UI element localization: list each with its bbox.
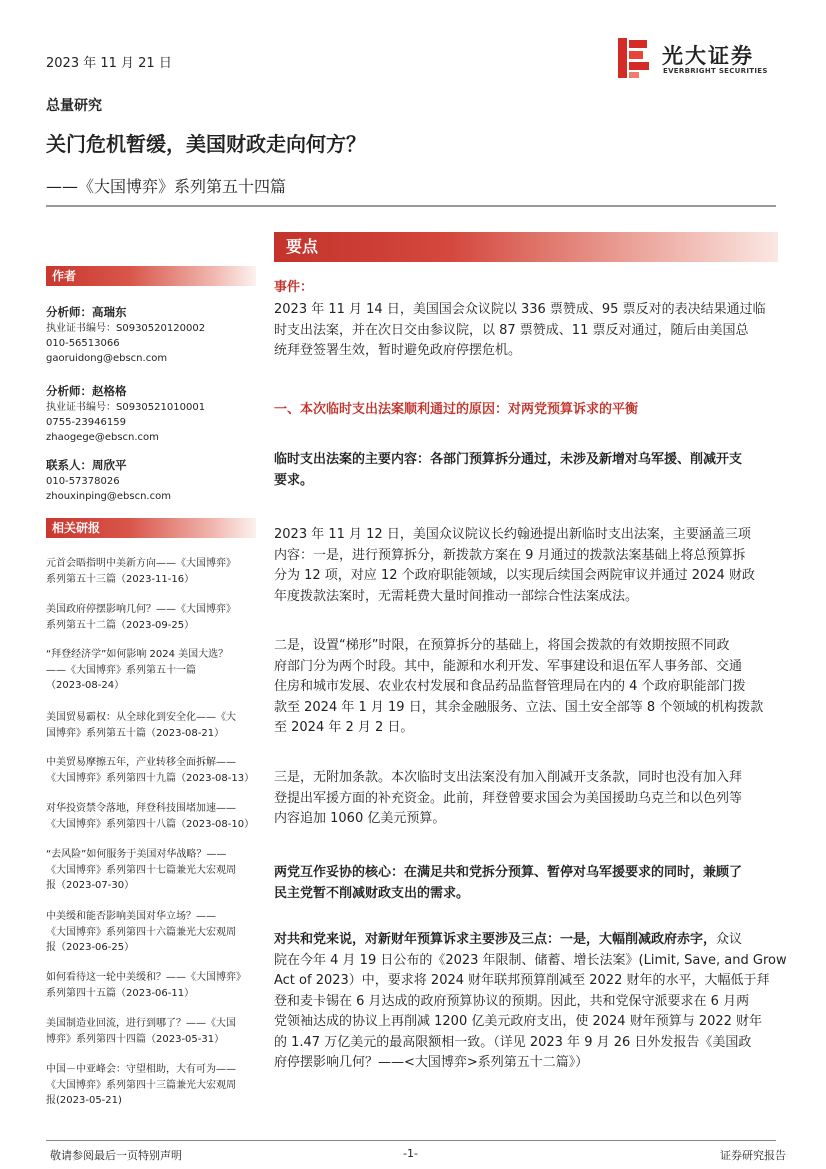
related-report-item[interactable]	[46, 970, 258, 1001]
logo-text-cn: 光大证券	[662, 44, 754, 68]
footer-disclaimer[interactable]: 敬请参阅最后一页特别声明	[50, 1149, 182, 1162]
text-line: 府部门分为两个时段。其中，能源和水利开发、军事建设和退伍军人事务部、交通	[274, 658, 743, 674]
related-report-line: 《大国博弈》系列第四十六篇兼光大宏观周	[46, 926, 236, 938]
related-report-line: 美国制造业回流，进行到哪了？——《大国	[46, 1018, 236, 1029]
text-line: 统拜登签署生效，暂时避免政府停摆危机。	[274, 343, 522, 358]
related-report-line: 元首会晤指明中美新方向——《大国博弈》	[46, 558, 236, 569]
logo-text-en: EVERBRIGHT SECURITIES	[663, 67, 768, 75]
keypoints-heading: 要点	[274, 232, 778, 262]
related-report-line: 国博弈》系列第五十篇（2023-08-21）	[46, 727, 225, 739]
contact-name: 联系人：周欣平	[46, 458, 127, 472]
related-report-line: 《大国博弈》系列第四十三篇兼光大宏观周	[46, 1079, 236, 1091]
related-report-item[interactable]	[46, 556, 258, 587]
analyst-block	[46, 384, 205, 445]
text-line: 两党互作妥协的核心：在满足共和党拆分预算、暂停对乌军援要求的同时，兼顾了	[274, 865, 743, 880]
related-report-line: ——《大国博弈》系列第五十一篇	[46, 664, 196, 676]
contact-email[interactable]: zhouxinping@ebscn.com	[46, 491, 171, 502]
analyst-email[interactable]: gaoruidong@ebscn.com	[46, 353, 168, 364]
related-report-item[interactable]	[46, 847, 258, 894]
text-line: 款至 2024 年 1 月 19 日，其余金融服务、立法、国土安全部等 8 个领域的机构拨款	[274, 699, 764, 715]
paragraph-item-3	[274, 768, 779, 830]
related-report-line: （2023-08-24）	[46, 680, 125, 691]
related-report-line: 《大国博弈》系列第四十九篇（2023-08-13）	[46, 772, 255, 784]
text-line: 临时支出法案的主要内容：各部门预算拆分通过，未涉及新增对乌军援、削减开支	[274, 452, 743, 467]
text-line: 二是，设置“梯形”时限，在预算拆分的基础上，将国会拨款的有效期按照不同政	[274, 638, 730, 653]
analyst-name: 分析师：高瑞东	[46, 305, 127, 319]
report-title: 关门危机暂缓，美国财政走向何方？	[46, 132, 366, 156]
analyst-phone: 010-56513066	[46, 338, 120, 349]
bold-lead: 对共和党来说，对新财年预算诉求主要涉及三点：一是，大幅削减政府赤字，	[274, 932, 717, 947]
page-number: -1-	[403, 1147, 418, 1160]
related-report-line: 中国－中亚峰会：守望相助，大有可为——	[46, 1064, 236, 1075]
footer-divider	[46, 1140, 776, 1141]
related-report-item[interactable]	[46, 755, 258, 786]
related-report-line: 报(2023-05-21)	[46, 1095, 122, 1106]
related-report-line: 系列第五十二篇（2023-09-25）	[46, 619, 195, 631]
related-report-line: 如何看待这一轮中美缓和？——《大国博弈》	[46, 972, 246, 983]
related-report-line: 报（2023-07-30）	[46, 880, 135, 891]
report-date: 2023 年 11 月 21 日	[46, 56, 172, 71]
text-line: 至 2024 年 2 月 2 日。	[274, 720, 414, 735]
text-line: 内容：一是，进行预算拆分，新拨款方案在 9 月通过的拨款法案基础上将总预算拆	[274, 547, 746, 563]
analyst-cert: 执业证书编号：S0930520120002	[46, 323, 206, 334]
analyst-email[interactable]: zhaogege@ebscn.com	[46, 432, 159, 443]
analyst-cert: 执业证书编号：S0930521010001	[46, 402, 206, 413]
related-report-item[interactable]	[46, 1062, 258, 1109]
company-logo	[618, 38, 778, 82]
related-report-line: 系列第四十五篇（2023-06-11）	[46, 987, 195, 999]
text-line: 2023 年 11 月 12 日，美国众议院议长约翰逊提出新临时支出法案，主要涵盖三项	[274, 527, 751, 542]
analyst-block	[46, 305, 205, 366]
related-report-line: 对华投资禁令落地，拜登科技围堵加速——	[46, 803, 236, 814]
text-line: 分为 12 项，对应 12 个政府职能领域，以实现后续国会两院审议并通过 2024 财政	[274, 568, 755, 583]
related-report-line: 系列第五十三篇（2023-11-16）	[46, 573, 195, 585]
related-report-line: 中美缓和能否影响美国对华立场？——	[46, 911, 216, 922]
related-report-line: 博弈》系列第四十四篇（2023-05-31）	[46, 1033, 225, 1045]
everbright-logo-icon	[618, 38, 652, 78]
lead-tail: 众议	[716, 932, 743, 947]
text-line: 府停摆影响几何？——<大国博弈>系列第五十二篇》）	[274, 1055, 589, 1070]
report-category: 总量研究	[46, 98, 102, 114]
report-subtitle: ——《大国博弈》系列第五十四篇	[46, 177, 287, 196]
related-report-line: 《大国博弈》系列第四十八篇（2023-08-10）	[46, 818, 255, 830]
text-line: 内容追加 1060 亿美元预算。	[274, 811, 446, 826]
text-line: 民主党暂不削减财政支出的需求。	[274, 885, 470, 901]
authors-heading: 作者	[46, 266, 256, 286]
section-1-heading: 一、本次临时支出法案顺利通过的原因：对两党预算诉求的平衡	[274, 402, 639, 417]
paragraph-item-2	[274, 636, 779, 739]
text-line: 三是，无附加条款。本次临时支出法案没有加入削减开支条款，同时也没有加入拜	[274, 770, 743, 785]
related-report-line: 报（2023-06-25）	[46, 942, 135, 953]
related-report-item[interactable]	[46, 909, 258, 956]
related-report-item[interactable]	[46, 710, 258, 741]
related-report-line: 美国政府停摆影响几何？——《大国博弈》	[46, 604, 236, 615]
text-line: 住房和城市发展、农业农村发展和食品药品监督管理局在内的 4 个政府职能部门拨	[274, 679, 746, 694]
footer-report-type: 证券研究报告	[720, 1149, 786, 1162]
related-report-line: 美国贸易霸权：从全球化到安全化——《大	[46, 712, 236, 723]
text-line: 党领袖达成的协议上再削减 1200 亿美元政府支出，使 2024 财年预算与 2022 财年	[274, 1014, 763, 1029]
text-line: 时支出法案，并在次日交由参议院，以 87 票赞成、11 票反对通过，随后由美国总	[274, 322, 749, 338]
key-finding-1	[274, 450, 779, 491]
text-line	[274, 930, 779, 951]
text-line: 要求。	[274, 472, 314, 488]
analyst-name: 分析师：赵格格	[46, 384, 127, 398]
related-report-line: 《大国博弈》系列第四十七篇兼光大宏观周	[46, 864, 236, 876]
header-divider	[46, 205, 776, 207]
contact-phone: 010-57378026	[46, 476, 120, 487]
related-report-item[interactable]	[46, 647, 258, 694]
text-line: 登和麦卡锡在 6 月达成的政府预算协议的预期。因此，共和党保守派要求在 6 月两	[274, 993, 750, 1009]
related-reports-heading: 相关研报	[46, 518, 256, 538]
paragraph-republican-demands	[274, 930, 787, 1074]
key-finding-2	[274, 863, 779, 904]
text-line: 2023 年 11 月 14 日，美国国会众议院以 336 票赞成、95 票反对的表决结果通过临	[274, 302, 766, 317]
text-line: 的 1.47 万亿美元的最高限额相一致。（详见 2023 年 9 月 26 日外发报告《美国政	[274, 1034, 752, 1050]
related-report-item[interactable]	[46, 602, 258, 633]
related-report-line: “拜登经济学”如何影响 2024 美国大选？	[46, 649, 229, 660]
text-line: 登提出军援方面的补充资金。此前，拜登曾要求国会为美国援助乌克兰和以色列等	[274, 790, 743, 806]
related-report-line: 中美贸易摩擦五年，产业转移全面拆解——	[46, 757, 236, 768]
text-line: Act of 2023）中，要求将 2024 财年联邦预算削减至 2022 财年的水平，大幅低于拜	[274, 973, 770, 988]
event-label: 事件：	[274, 280, 314, 295]
related-report-line: “去风险”如何服务于美国对华战略？——	[46, 849, 227, 860]
related-report-item[interactable]	[46, 1016, 258, 1047]
paragraph-item-1	[274, 525, 779, 607]
event-paragraph	[274, 300, 779, 362]
text-line: 院在今年 4 月 19 日公布的《2023 年限制、储蓄、增长法案》(Limit, Save, and Grow	[274, 952, 787, 968]
text-line: 年度拨款法案时，无需耗费大量时间推动一部综合性法案成法。	[274, 588, 639, 604]
related-report-item[interactable]	[46, 801, 258, 832]
analyst-phone: 0755-23946159	[46, 417, 126, 428]
contact-block	[46, 458, 171, 504]
